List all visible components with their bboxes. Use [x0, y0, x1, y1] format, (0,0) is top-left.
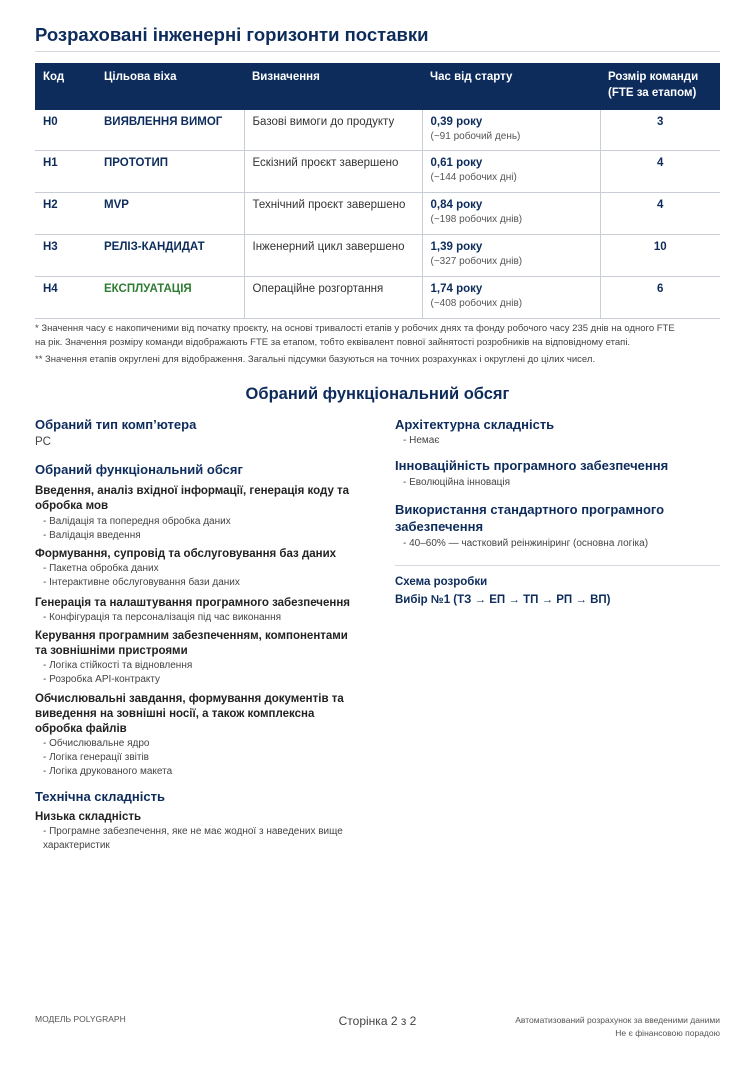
table-header-row [35, 63, 720, 109]
row-time [422, 109, 600, 151]
scope-group-item: - Розробка API-контракту [43, 674, 161, 685]
scope-group-title: Формування, супровід та обслуговування баз даних [35, 548, 337, 560]
scope-group-item: - Пакетна обробка даних [43, 563, 159, 574]
footnote-rounding: ** Значення етапів округлені для відображення. Загальні підсумки базуються на точних розрахунках і округлені до цілих чисел. [35, 354, 596, 365]
scope-group-item: - Логіка генерації звітів [43, 752, 149, 763]
row-time [422, 235, 600, 277]
row-team-size: 4 [600, 151, 720, 193]
software-innovation-value: - Еволюційна інновація [403, 477, 511, 488]
row-milestone: ЕКСПЛУАТАЦІЯ [96, 277, 244, 319]
footer-page-number: Сторінка 2 з 2 [338, 1014, 417, 1028]
footer-disclaimer-line1: Автоматизований розрахунок за введеними даними [515, 1015, 720, 1025]
row-code: H3 [35, 235, 96, 277]
scope-group-item: - Валідація та попередня обробка даних [43, 516, 231, 527]
row-time-days: (~327 робочих днів) [430, 256, 523, 267]
table-row [35, 109, 720, 151]
scope-group-title: Генерація та налаштування програмного забезпечення [35, 597, 350, 609]
footnote-time-line1: * Значення часу є накопиченими від початку проєкту, на основі тривалості етапів у робочих днях та фонду робочого часу 235 днів на одного FTE [35, 323, 675, 334]
scope-group [35, 596, 355, 625]
footnote-time [35, 322, 720, 350]
footer-disclaimer [515, 1014, 720, 1040]
row-code: H1 [35, 151, 96, 193]
table-row [35, 235, 720, 277]
row-time-days: (~91 робочий день) [430, 131, 521, 142]
row-time-years: 0,61 року [430, 157, 483, 169]
scope-group-item: - Обчислювальне ядро [43, 738, 150, 749]
scope-section-title: Обраний функціональний обсяг [245, 385, 510, 403]
delivery-horizons-table [35, 63, 720, 319]
development-scheme-label: Схема розробки [395, 576, 488, 588]
scope-group [35, 484, 355, 543]
header-team-size [600, 63, 720, 109]
tech-complexity-block [35, 810, 355, 853]
scope-group-title: Обчислювальні завдання, формування документів та виведення на зовнішні носії, а також комплексна обробка файлів [35, 693, 344, 735]
table-row [35, 277, 720, 319]
header-milestone: Цільова віха [96, 63, 244, 109]
tech-complexity-title: Технічна складність [35, 789, 165, 804]
row-time-days: (~144 робочих дні) [430, 172, 517, 183]
row-milestone: РЕЛІЗ-КАНДИДАТ [96, 235, 244, 277]
table-row [35, 151, 720, 193]
standard-software-value: - 40–60% — частковий реінжиніринг (основна логіка) [403, 538, 649, 549]
scope-group-item: - Інтерактивне обслуговування бази даних [43, 577, 240, 588]
architecture-complexity-value: - Немає [403, 435, 440, 446]
computer-type-title: Обраний тип комп’ютера [35, 417, 197, 432]
row-definition: Операційне розгортання [244, 277, 422, 319]
scope-group-title: Керування програмним забезпеченням, компонентами та зовнішніми пристроями [35, 630, 348, 657]
row-time-years: 0,84 року [430, 199, 483, 211]
row-code: H4 [35, 277, 96, 319]
footer-disclaimer-line2: Не є фінансовою порадою [615, 1028, 720, 1038]
scope-group [35, 692, 355, 779]
row-code: H0 [35, 109, 96, 151]
development-scheme-value: Вибір №1 (ТЗ → ЕП → ТП → РП → ВП) [395, 594, 611, 606]
table-row [35, 193, 720, 235]
row-time-years: 1,74 року [430, 283, 483, 295]
row-milestone: MVP [96, 193, 244, 235]
header-definition: Визначення [244, 63, 422, 109]
title-divider [35, 51, 720, 52]
computer-type-value: PC [35, 436, 51, 448]
row-definition: Базові вимоги до продукту [244, 109, 422, 151]
row-team-size: 3 [600, 109, 720, 151]
row-time [422, 151, 600, 193]
row-team-size: 10 [600, 235, 720, 277]
row-code: H2 [35, 193, 96, 235]
row-definition: Інженерний цикл завершено [244, 235, 422, 277]
scope-group-item: - Валідація введення [43, 530, 141, 541]
standard-software-title: Використання стандартного програмного забезпечення [395, 502, 665, 534]
footer-model-name: МОДЕЛЬ POLYGRAPH [35, 1014, 126, 1024]
row-time [422, 193, 600, 235]
architecture-complexity-title: Архітектурна складність [395, 417, 555, 432]
row-definition: Ескізний проєкт завершено [244, 151, 422, 193]
page-title: Розраховані інженерні горизонти поставки [35, 24, 429, 45]
footnote-time-line2: на рік. Значення розміру команди відображають FTE за етапом, тобто еквівалент повної зайнятості розробників на відповідному етапі. [35, 337, 631, 348]
header-team-size-line1: Розмір команди [608, 71, 699, 83]
scope-group-item: - Конфігурація та персоналізація під час виконання [43, 612, 282, 623]
row-milestone: ПРОТОТИП [96, 151, 244, 193]
row-time-days: (~408 робочих днів) [430, 298, 523, 309]
row-time-years: 0,39 року [430, 116, 483, 128]
row-definition: Технічний проєкт завершено [244, 193, 422, 235]
tech-complexity-level: Низька складність [35, 811, 142, 823]
header-code: Код [35, 63, 96, 109]
scope-group [35, 629, 355, 687]
functional-scope-subtitle: Обраний функціональний обсяг [35, 462, 243, 477]
row-time [422, 277, 600, 319]
right-column-divider [395, 565, 720, 566]
row-time-years: 1,39 року [430, 241, 483, 253]
scope-group [35, 547, 355, 590]
header-time: Час від старту [422, 63, 600, 109]
header-team-size-line2: (FTE за етапом) [608, 87, 697, 99]
scope-group-title: Введення, аналіз вхідної інформації, генерація коду та обробка мов [35, 485, 350, 512]
row-time-days: (~198 робочих днів) [430, 214, 523, 225]
row-team-size: 4 [600, 193, 720, 235]
tech-complexity-description: - Програмне забезпечення, яке не має жодної з наведених вище характеристик [43, 826, 343, 851]
scope-group-item: - Логіка друкованого макета [43, 766, 173, 777]
row-team-size: 6 [600, 277, 720, 319]
scope-group-item: - Логіка стійкості та відновлення [43, 660, 193, 671]
row-milestone: ВИЯВЛЕННЯ ВИМОГ [96, 109, 244, 151]
software-innovation-title: Інноваційність програмного забезпечення [395, 458, 669, 473]
